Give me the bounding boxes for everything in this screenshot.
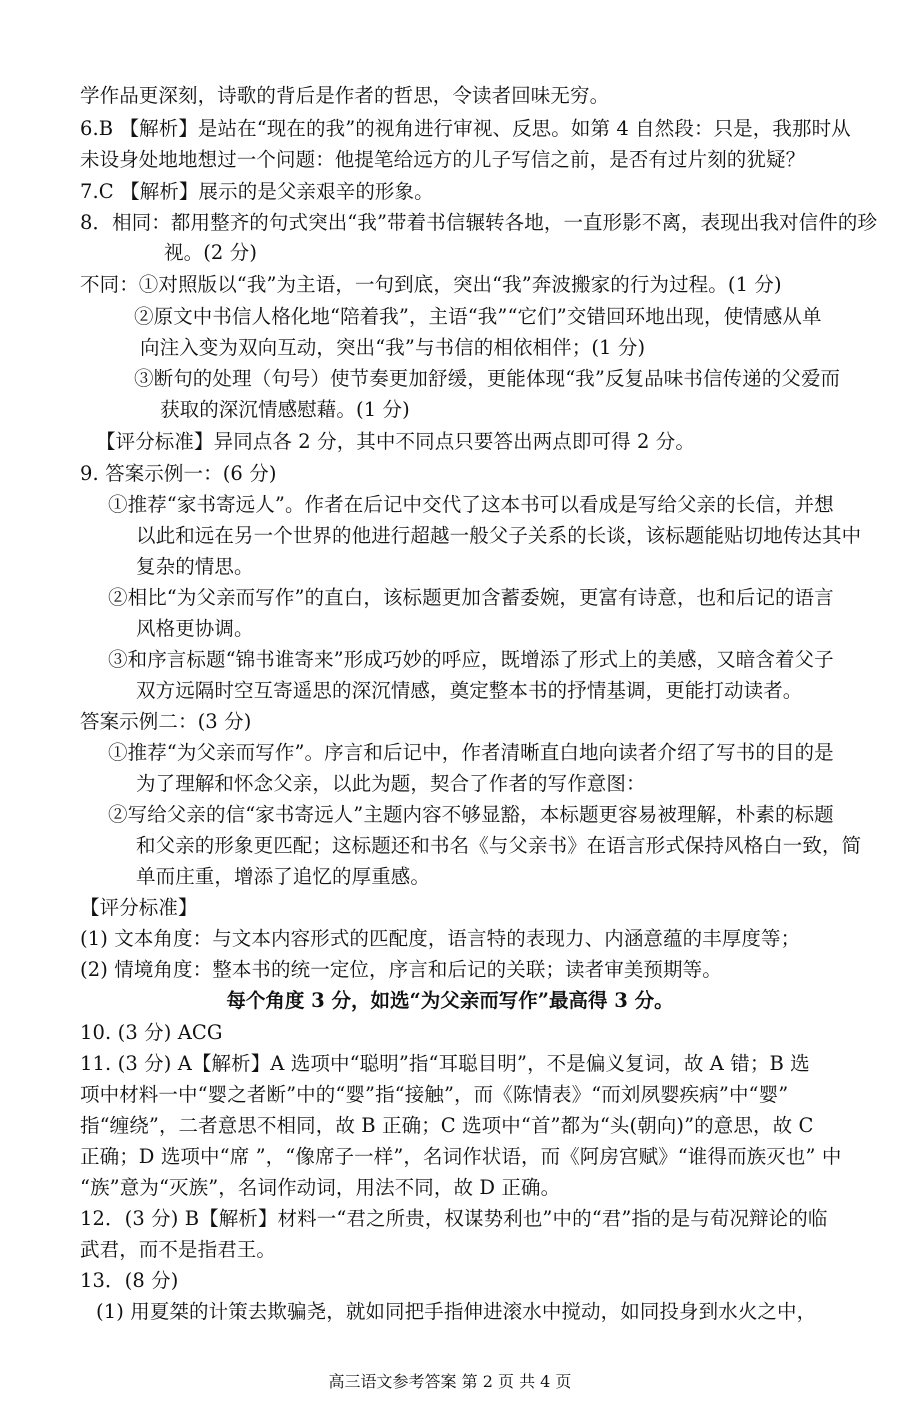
text-line: 学作品更深刻，诗歌的背后是作者的哲思，令读者回味无穷。 xyxy=(80,84,610,107)
text-line: ②写给父亲的信“家书寄远人”主题内容不够显豁，本标题更容易被理解，朴素的标题 xyxy=(108,803,834,826)
text-line: 指“缠绕”，二者意思不相同，故 B 正确；C 选项中“首”都为“头(朝向)”的意思，故 C xyxy=(80,1114,814,1137)
scoring-criteria: 【评分标准】 xyxy=(80,896,198,919)
text-line: ③和序言标题“锦书谁寄来”形成巧妙的呼应，既增添了形式上的美感，又暗含着父子 xyxy=(108,648,834,671)
text-line: 12．(3 分) B【解析】材料一“君之所贵，权谋势利也”中的“君”指的是与荀况辩论的临 xyxy=(80,1207,828,1230)
text-line: ②原文中书信人格化地“陪着我”，主语“我”“它们”交错回环地出现，使情感从单 xyxy=(134,305,822,328)
question-heading: 9. 答案示例一：(6 分) xyxy=(80,462,277,485)
text-line: 单而庄重，增添了追忆的厚重感。 xyxy=(136,865,431,888)
text-line: 复杂的情思。 xyxy=(136,555,254,578)
text-line: ③断句的处理（句号）使节奏更加舒缓，更能体现“我”反复品味书信传递的父爱而 xyxy=(134,367,841,390)
text-line: 为了理解和怀念父亲，以此为题，契合了作者的写作意图： xyxy=(136,772,646,795)
text-line: 项中材料一中“婴之者断”中的“婴”指“接触”，而《陈情表》“而刘夙婴疾病”中“婴” xyxy=(80,1083,789,1106)
question-heading: 13．(8 分) xyxy=(80,1269,179,1292)
text-line: 武君，而不是指君王。 xyxy=(80,1238,277,1261)
text-line: 视。(2 分) xyxy=(164,241,258,264)
question-heading: 答案示例二：(3 分) xyxy=(80,710,252,733)
question-heading: 10. (3 分) ACG xyxy=(80,1021,223,1044)
score-note: 每个角度 3 分，如选“为父亲而写作”最高得 3 分。 xyxy=(226,989,674,1012)
text-line: 不同：①对照版以“我”为主语，一句到底，突出“我”奔波搬家的行为过程。(1 分) xyxy=(80,273,782,296)
text-line: 和父亲的形象更匹配；这标题还和书名《与父亲书》在语言形式保持风格白一致，简 xyxy=(136,834,862,857)
text-line: 6.B 【解析】是站在“现在的我”的视角进行审视、反思。如第 4 自然段：只是，我那时从 xyxy=(80,117,851,140)
text-line: 风格更协调。 xyxy=(136,617,254,640)
text-line: ①推荐“为父亲而写作”。序言和后记中，作者清晰直白地向读者介绍了写书的目的是 xyxy=(108,741,834,764)
text-line: “族”意为“灭族”，名词作动词，用法不同，故 D 正确。 xyxy=(80,1176,561,1199)
text-line: (2) 情境角度：整本书的统一定位，序言和后记的关联；读者审美预期等。 xyxy=(80,958,722,981)
text-line: (1) 用夏桀的计策去欺骗尧，就如同把手指伸进滚水中搅动，如同投身到水火之中， xyxy=(96,1300,817,1323)
text-line: 未设身处地地想过一个问题：他提笔给远方的儿子写信之前，是否有过片刻的犹疑？ xyxy=(80,148,806,171)
text-line: 7.C 【解析】展示的是父亲艰辛的形象。 xyxy=(80,180,434,203)
text-line: 双方远隔时空互寄遥思的深沉情感，奠定整本书的抒情基调，更能打动读者。 xyxy=(136,679,803,702)
text-line: ①推荐“家书寄远人”。作者在后记中交代了这本书可以看成是写给父亲的长信，并想 xyxy=(108,493,834,516)
scoring-criteria: 【评分标准】异同点各 2 分，其中不同点只要答出两点即可得 2 分。 xyxy=(96,430,696,453)
text-line: ②相比“为父亲而写作”的直白，该标题更加含蓄委婉，更富有诗意，也和后记的语言 xyxy=(108,586,834,609)
text-line: 以此和远在另一个世界的他进行超越一般父子关系的长谈，该标题能贴切地传达其中 xyxy=(136,524,862,547)
text-line: 向注入变为双向互动，突出“我”与书信的相依相伴；(1 分) xyxy=(140,336,646,359)
text-line: 8．相同：都用整齐的句式突出“我”带着书信辗转各地，一直形影不离，表现出我对信件的珍 xyxy=(80,211,878,234)
text-line: 11. (3 分) A【解析】A 选项中“聪明”指“耳聪目明”，不是偏义复词，故 A 错；B 选 xyxy=(80,1052,810,1075)
text-line: 正确；D 选项中“席 ”，“像席子一样”，名词作状语，而《阿房宫赋》“谁得而族灭也” 中 xyxy=(80,1145,842,1168)
text-line: 获取的深沉情感慰藉。(1 分) xyxy=(160,398,410,421)
page-footer: 高三语文参考答案 第 2 页 共 4 页 xyxy=(328,1372,572,1391)
text-line: (1) 文本角度：与文本内容形式的匹配度，语言特的表现力、内涵意蕴的丰厚度等； xyxy=(80,927,801,950)
